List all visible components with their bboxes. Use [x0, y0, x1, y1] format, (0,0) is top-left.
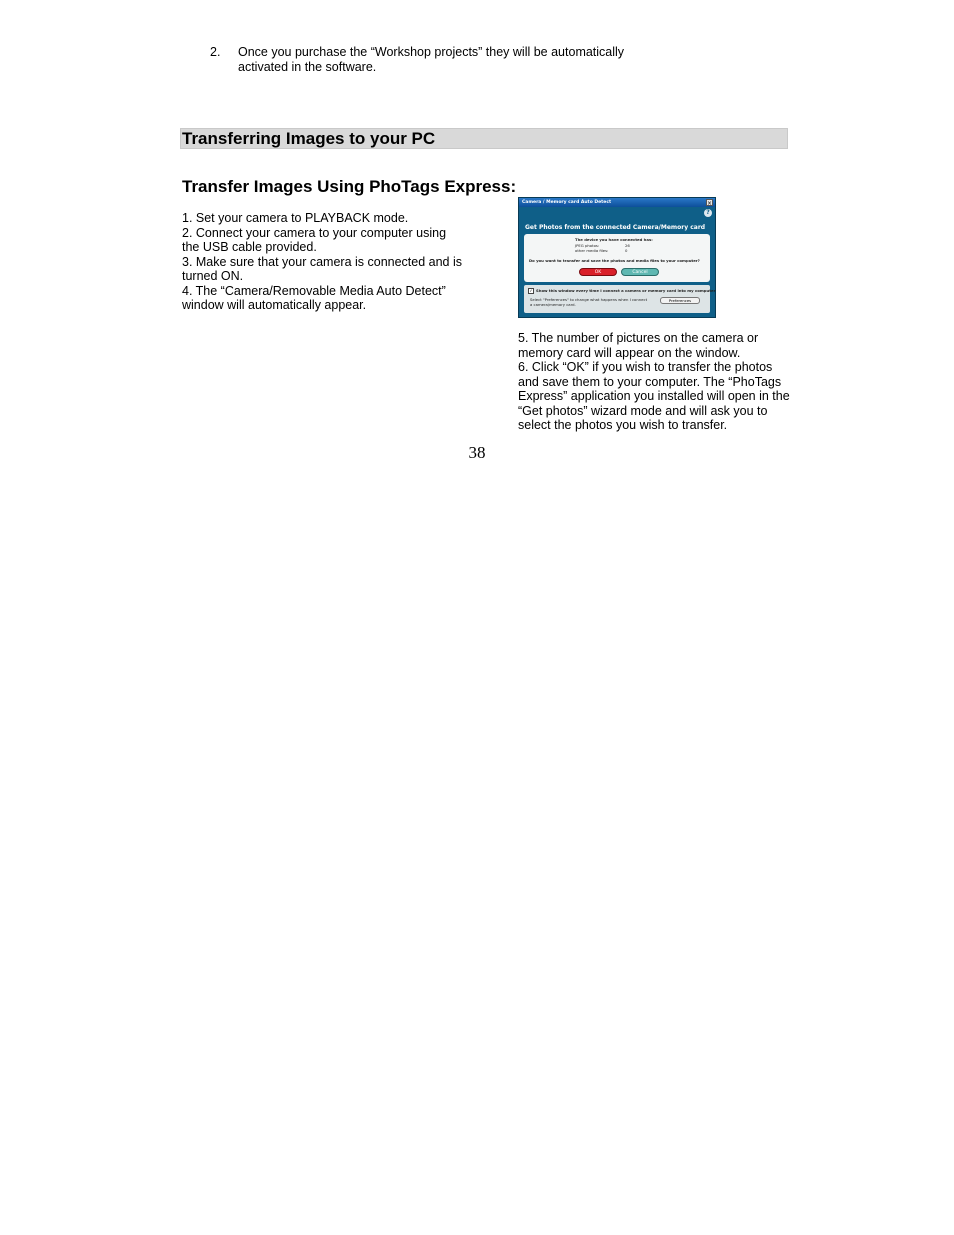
transfer-question: Do you want to transfer and save the photos and media files to your computer? [529, 258, 700, 263]
help-icon[interactable]: ? [704, 209, 712, 217]
cancel-button[interactable]: Cancel [621, 268, 659, 276]
preferences-button[interactable]: Preferences [660, 297, 700, 304]
subsection-title: Transfer Images Using PhoTags Express: [182, 177, 517, 196]
step-6: 6. Click “OK” if you wish to transfer the photos and save them to your computer. The “PhoTags Express” application you installed will open in the “Get photos” wizard mode and will ask you to select the photos you wish to transfer. [518, 360, 790, 432]
close-icon[interactable]: × [707, 200, 713, 207]
dialog-options-panel [524, 285, 716, 313]
show-window-checkbox[interactable]: ✓ [529, 288, 533, 293]
dialog-titlebar [519, 198, 715, 207]
other-media-count: 0 [625, 248, 628, 253]
auto-detect-dialog-screenshot [518, 197, 716, 318]
jpeg-count: 26 [625, 243, 630, 248]
page-number: 38 [468, 443, 486, 462]
step-1: 1. Set your camera to PLAYBACK mode. [182, 211, 409, 225]
steps-list-left [182, 211, 462, 313]
step-2: 2. Connect your camera to your computer using the USB cable provided. [182, 225, 447, 254]
steps-list-right [518, 331, 790, 433]
dialog-window-title: Camera / Memory card Auto Detect [522, 200, 612, 205]
step-3: 3. Make sure that your camera is connected and is turned ON. [182, 254, 463, 283]
show-window-label: Show this window every time I connect a camera or memory card into my computer [536, 288, 716, 293]
dialog-header: Get Photos from the connected Camera/Memory card [525, 224, 706, 231]
section-title: Transferring Images to your PC [182, 129, 436, 148]
preferences-hint: Select "Preferences" to change what happens when I connect a camera/memory card. [530, 297, 648, 307]
step-5: 5. The number of pictures on the camera or memory card will appear on the window. [518, 331, 759, 360]
intro-item-text: Once you purchase the “Workshop projects” they will be automatically activated in the software. [238, 45, 625, 74]
intro-item-number: 2. [210, 45, 221, 59]
device-text: The device you have connected has: [575, 237, 653, 242]
other-media-label: other media files: [575, 248, 609, 253]
ok-button[interactable]: OK [579, 268, 617, 276]
jpeg-label: JPEG photos: [575, 243, 600, 248]
dialog-info-panel [524, 234, 710, 282]
step-4: 4. The “Camera/Removable Media Auto Detect” window will automatically appear. [182, 283, 446, 312]
